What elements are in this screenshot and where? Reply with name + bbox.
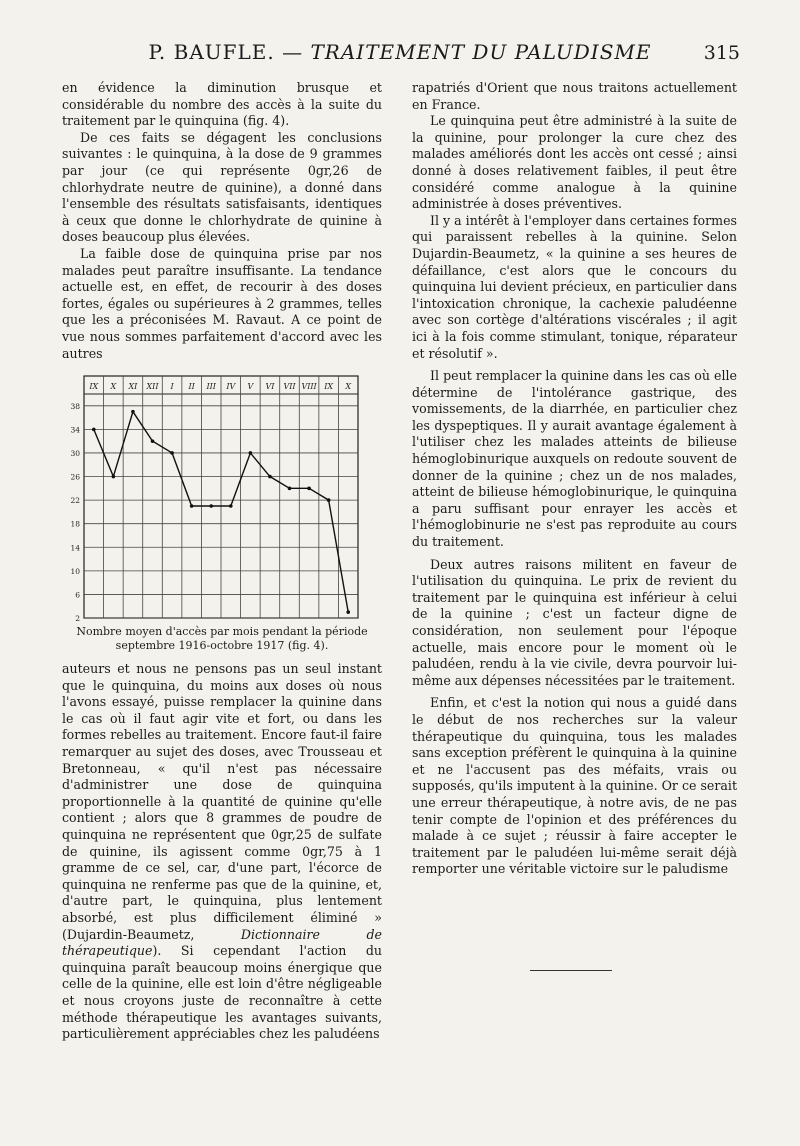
data-point bbox=[170, 451, 174, 455]
figure-4 bbox=[62, 372, 382, 653]
x-tick-label: VII bbox=[283, 382, 296, 392]
data-point bbox=[190, 504, 194, 508]
data-point bbox=[209, 504, 213, 508]
data-point bbox=[327, 498, 331, 502]
paragraph: Le quinquina peut être administré à la suite de la quinine, pour prolonger la cure chez des malades améliorés dont les accès ont cessé ; ainsi donné à doses relativement faibles, il peut être considéré comme analogue à la quinine administrée à doses préventives. bbox=[412, 113, 737, 212]
data-point bbox=[346, 610, 350, 614]
paragraph: en évidence la diminution brusque et considérable du nombre des accès à la suite du traitement par le quinquina (fig. 4). bbox=[62, 80, 382, 129]
y-tick-label: 18 bbox=[70, 519, 80, 529]
paragraph: La faible dose de quinquina prise par nos malades peut paraître insuffisante. La tendance actuelle est, en effet, de recourir à des doses fortes, égales ou supérieures à 2 grammes, telles que les a préconisées M. Ravaut. A ce point de vue nous sommes parfaitement d'accord avec les autres bbox=[62, 245, 382, 361]
x-tick-label: XII bbox=[146, 382, 159, 392]
citation-title: Dictionnaire de thérapeutique bbox=[62, 926, 382, 959]
y-tick-label: 34 bbox=[70, 425, 80, 435]
article-title: TRAITEMENT DU PALUDISME bbox=[310, 40, 652, 64]
data-point bbox=[229, 504, 233, 508]
data-point bbox=[151, 439, 155, 443]
paragraph: De ces faits se dégagent les conclusions suivantes : le quinquina, à la dose de 9 grammes par jour (ce qui représente 0gr,26 de chlorhydrate neutre de quinine), a donné dans l'ensemble des résultats satisfaisants, identiques à ceux que donne le chlorhydrate de quinine à doses beaucoup plus élevées. bbox=[62, 129, 382, 245]
fever-chart bbox=[62, 372, 362, 622]
data-point bbox=[307, 487, 311, 491]
x-tick-label: III bbox=[206, 382, 216, 392]
data-point bbox=[268, 475, 272, 479]
page-number: 315 bbox=[703, 42, 740, 64]
paragraph: Il peut remplacer la quinine dans les cas où elle détermine de l'intolérance gastrique, des vomissements, de la diarrhée, en particulier chez les dyspeptiques. Il y aurait avantage également à l'utiliser chez les malades atteints de bilieuse hémoglobinurique auxquels on redoute souvent de donner de la quinine ; chez un de nos malades, atteint de bilieuse hémoglobinurique, le quinquina a paru suffisant pour enrayer les accès et l'hémoglobinurie ne s'est pas reproduite au cours du traitement. bbox=[412, 368, 737, 550]
figure-caption: Nombre moyen d'accès par mois pendant la période septembre 1916-octobre 1917 (fig. 4). bbox=[76, 625, 368, 653]
data-point bbox=[92, 428, 96, 432]
y-tick-label: 38 bbox=[70, 401, 80, 411]
x-tick-label: IV bbox=[226, 382, 236, 392]
author-name: P. BAUFLE. bbox=[148, 40, 275, 64]
x-tick-label: X bbox=[110, 382, 117, 392]
paragraph-text-end: ). Si cependant l'action du quinquina paraît beaucoup moins énergique que celle de la quinine, elle est loin d'être négligeable et nous croyons juste de reconnaître à cette méthode thérapeutique les avantages suivants, particulièrement appréciables chez les paludéens bbox=[62, 943, 382, 1042]
end-rule bbox=[530, 970, 612, 971]
header-dash: — bbox=[282, 40, 304, 64]
running-header bbox=[60, 38, 740, 72]
y-tick-label: 26 bbox=[70, 472, 80, 482]
running-head bbox=[60, 40, 740, 64]
x-tick-label: X bbox=[345, 382, 352, 392]
x-tick-label: VI bbox=[265, 382, 275, 392]
y-tick-label: 10 bbox=[70, 566, 80, 576]
y-tick-label: 30 bbox=[70, 449, 80, 459]
paragraph-text: auteurs et nous ne pensons pas un seul instant que le quinquina, du moins aux doses où nous l'avons essayé, puisse remplacer la quinine dans le cas où il faut agir vite et fort, ou dans les formes rebelles au traitement. Encore faut-il faire remarquer au sujet des doses, avec Trousseau et Bretonneau, « qu'il n'est pas nécessaire d'administrer une dose de quinquina proportionnelle à la quantité de quinine qu'elle contient ; alors que 8 grammes de poudre de quinquina ne représentent que 0gr,25 de sulfate de quinine, ils agissent comme 0gr,75 à 1 gramme de ce sel, car, d'une part, l'écorce de quinquina ne renferme pas que de la quinine, et, d'autre part, le quinquina, plus lentement absorbé, est plus difficilement éliminé » (Dujardin-Beaumetz, bbox=[62, 661, 382, 942]
x-tick-label: VIII bbox=[301, 382, 317, 392]
data-point bbox=[249, 451, 253, 455]
paragraph: Il y a intérêt à l'employer dans certaines formes qui paraissent rebelles à la quinine. Selon Dujardin-Beaumetz, « la quinine a ses heures de défaillance, c'est alors que le concours du quinquina lui devient précieux, en particulier dans l'intoxication chronique, la cachexie paludéenne avec son cortège d'altérations viscérales ; il agit ici à la fois comme stimulant, tonique, réparateur et résolutif ». bbox=[412, 212, 737, 361]
paragraph: Deux autres raisons militent en faveur de l'utilisation du quinquina. Le prix de revient du traitement par le quinquina est inférieur à celui de la quinine ; c'est un facteur digne de considération, non seulement pour l'époque actuelle, mais encore pour le moment où le paludéen, rendu à la vie civile, devra pourvoir lui-même aux dépenses nécessitées par le traitement. bbox=[412, 556, 737, 688]
paragraph: rapatriés d'Orient que nous traitons actuellement en France. bbox=[412, 80, 737, 112]
x-tick-label: V bbox=[247, 382, 254, 392]
right-column bbox=[412, 80, 737, 878]
paragraph bbox=[62, 661, 382, 1043]
y-tick-label: 14 bbox=[70, 543, 80, 553]
x-tick-label: II bbox=[188, 382, 195, 392]
data-point bbox=[112, 475, 116, 479]
left-column bbox=[62, 80, 382, 1043]
x-tick-label: IX bbox=[324, 382, 334, 392]
x-tick-label: IX bbox=[89, 382, 99, 392]
data-point bbox=[288, 487, 292, 491]
y-tick-label: 6 bbox=[75, 590, 80, 600]
data-point bbox=[131, 410, 135, 414]
y-tick-label: 2 bbox=[75, 614, 80, 623]
x-tick-label: I bbox=[170, 382, 174, 392]
y-tick-label: 22 bbox=[70, 496, 80, 506]
paragraph: Enfin, et c'est la notion qui nous a guidé dans le début de nos recherches sur la valeur thérapeutique du quinquina, tous les malades sans exception préfèrent le quinquina à la quinine et ne l'accusent pas des méfaits, vrais ou supposés, qu'ils imputent à la quinine. Or ce serait une erreur thérapeutique, à notre avis, de ne pas tenir compte de l'opinion et des préférences du malade à ce sujet ; réussir à faire accepter le traitement par le paludéen lui-même serait déjà remporter une véritable victoire sur le paludisme bbox=[412, 695, 738, 877]
x-tick-label: XI bbox=[128, 382, 138, 392]
